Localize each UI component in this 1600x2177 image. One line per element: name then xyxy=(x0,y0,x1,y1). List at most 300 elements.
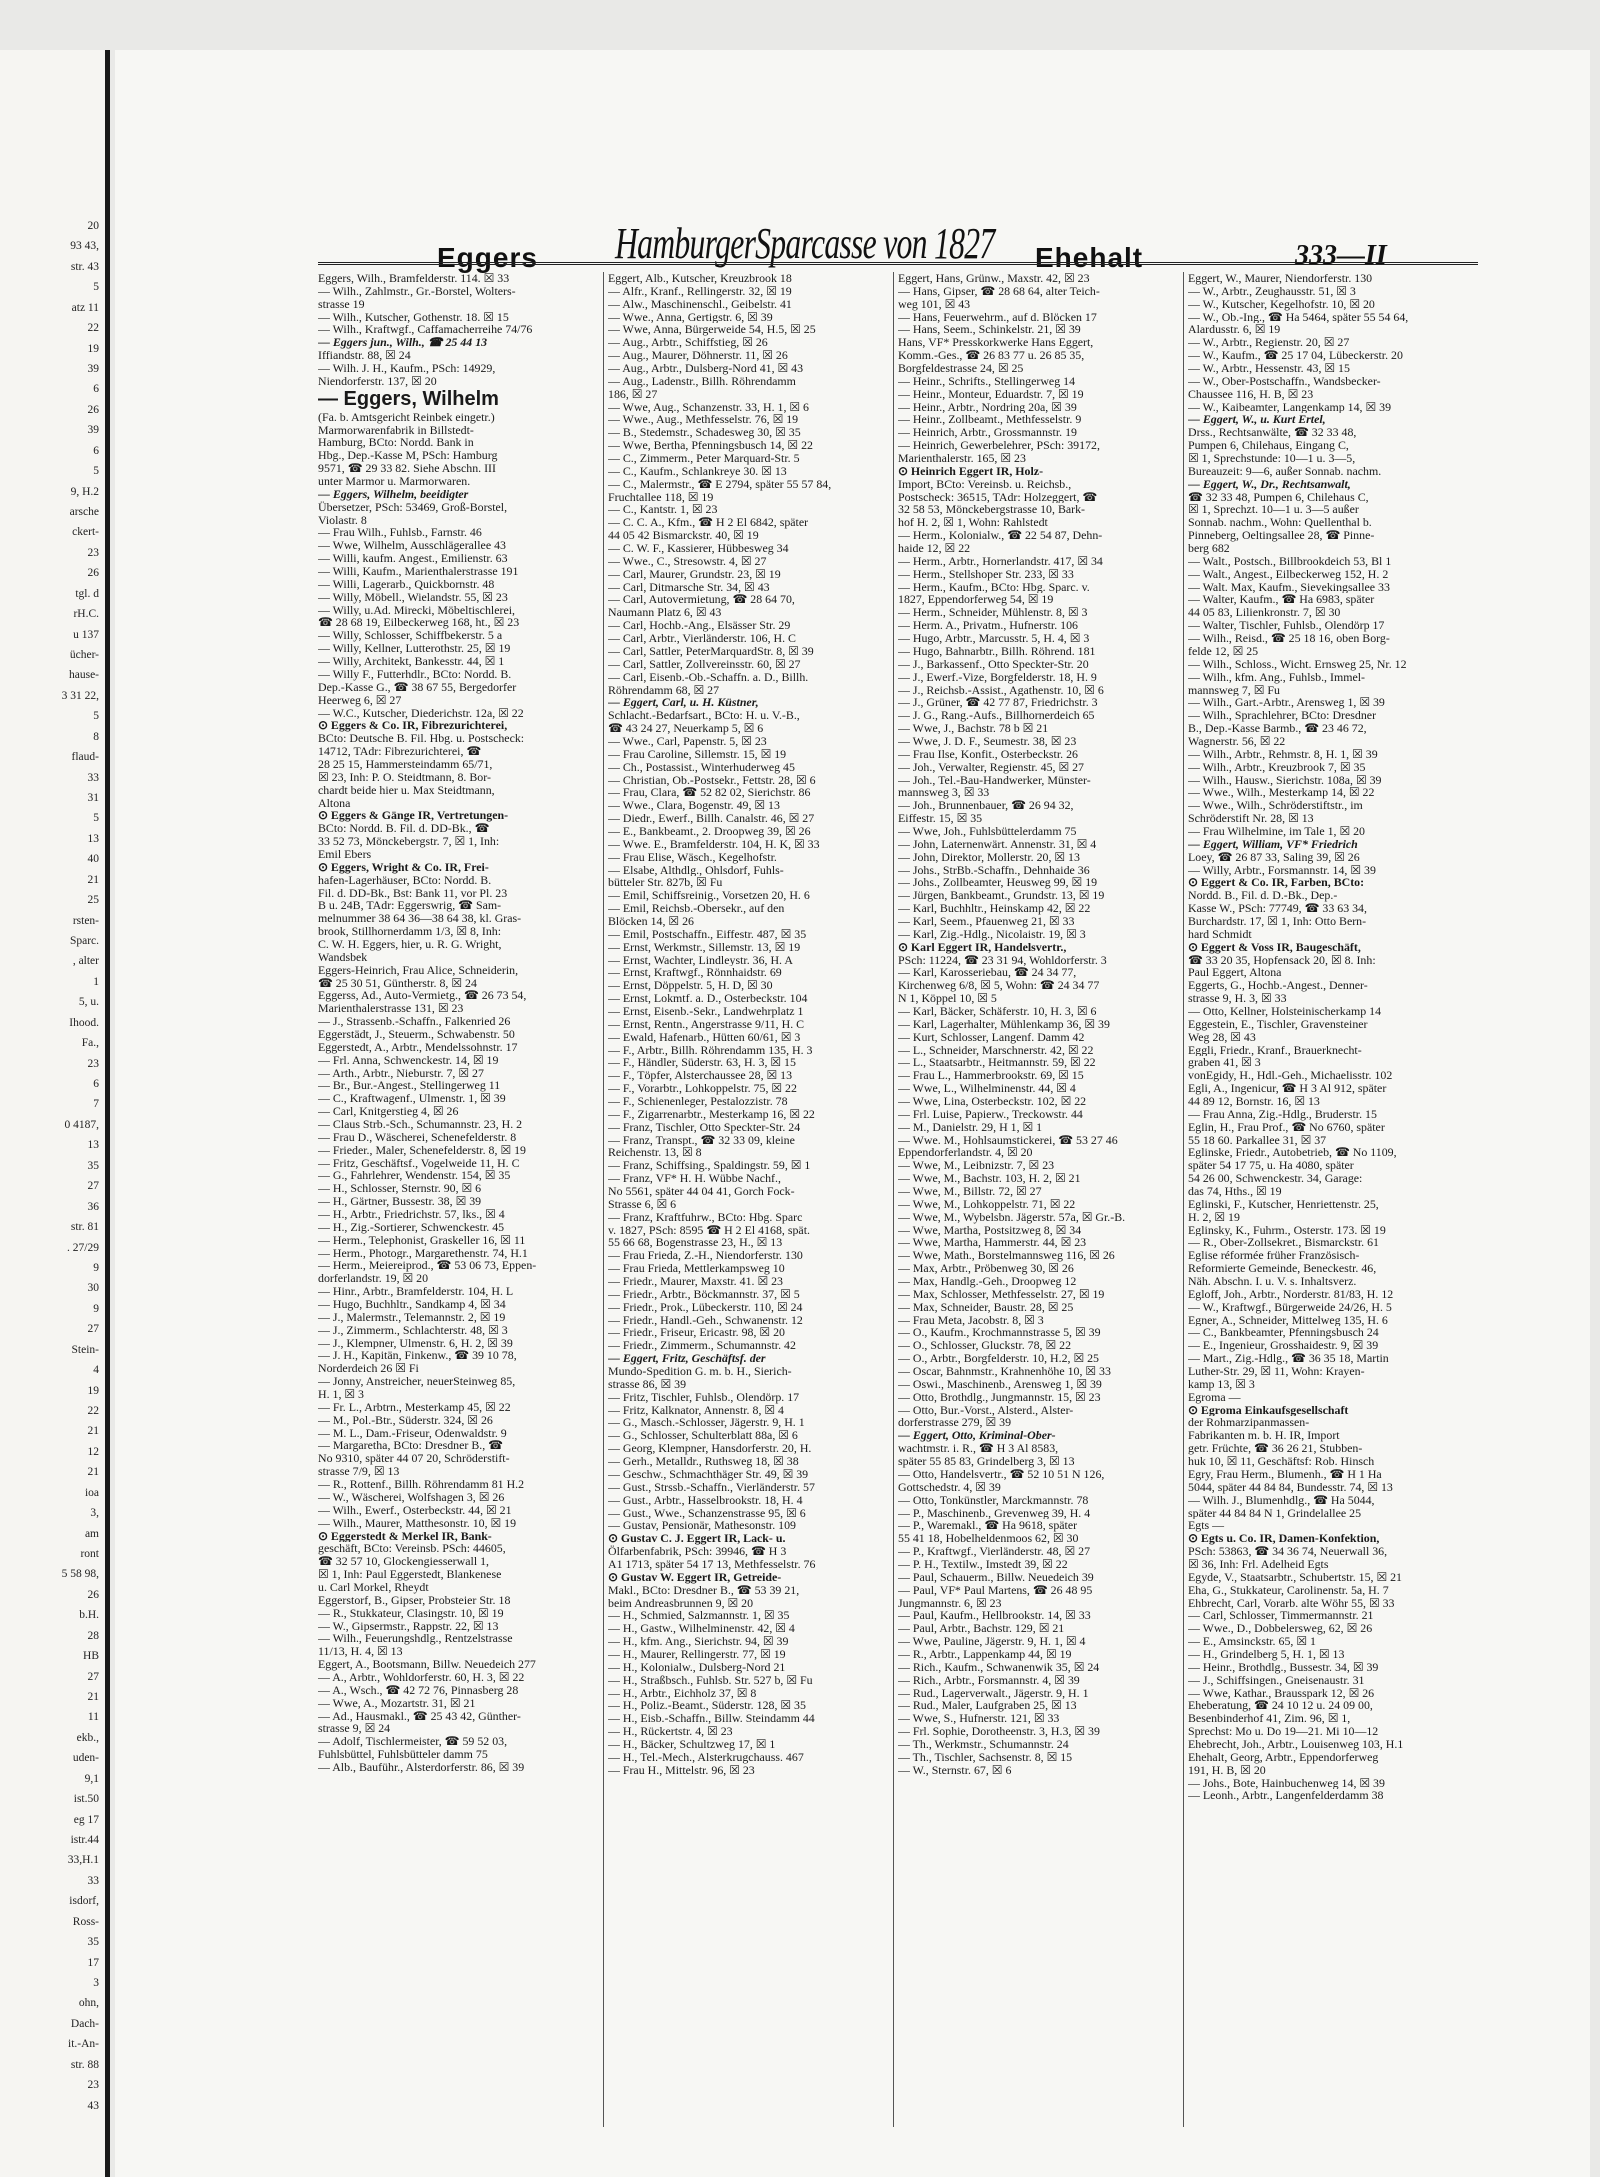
directory-entry: — Paul, Schauerm., Billw. Neuedeich 39 xyxy=(898,1570,1094,1584)
directory-entry: — Friedr., Maurer, Maxstr. 41. ☒ 23 xyxy=(608,1275,783,1288)
directory-entry: — Wilh., Arbtr., Kreuzbrook 7, ☒ 35 xyxy=(1188,760,1366,774)
directory-entry: Dep.-Kasse G., ☎ 38 67 55, Bergedorfer xyxy=(318,680,517,694)
directory-entry: Eggers-Heinrich, Frau Alice, Schneiderin, xyxy=(318,963,519,977)
directory-entry: — Wwe, J., Bachstr. 78 b ☒ 21 xyxy=(898,722,1049,735)
directory-entry: Reichenstr. 13, ☒ 8 xyxy=(608,1146,702,1160)
directory-entry: — Wwe, Math., Borstelmannsweg 116, ☒ 26 xyxy=(898,1249,1115,1263)
directory-entry: Blöcken 14, ☒ 26 xyxy=(608,914,694,928)
directory-entry: — Gust., Strssb.-Schaffn., Vierländerstr. 57 xyxy=(608,1480,815,1494)
directory-entry: — H., Gastw., Wilhelminenstr. 42, ☒ 4 xyxy=(608,1622,795,1636)
adjacent-page-fragment: 23 xyxy=(87,546,99,559)
directory-entry: — Wwe., Wilh., Mesterkamp 14, ☒ 22 xyxy=(1188,786,1375,800)
directory-entry: — Wilh., Arbtr., Rehmstr. 8, H. 1, ☒ 39 xyxy=(1188,747,1378,761)
adjacent-page-fragment: 19 xyxy=(87,1384,99,1397)
directory-entry: — Max, Handlg.-Geh., Droopweg 12 xyxy=(898,1275,1077,1288)
directory-entry: — Wwe, Wilhelm, Ausschlägerallee 43 xyxy=(318,539,506,553)
directory-entry: — Paul, Kaufm., Hellbrookstr. 14, ☒ 33 xyxy=(898,1609,1091,1623)
adjacent-page-fragment: 40 xyxy=(87,853,99,866)
directory-entry: — Wwe, M., Billstr. 72, ☒ 27 xyxy=(898,1185,1042,1198)
directory-entry: später 55 85 83, Grindelberg 3, ☒ 13 xyxy=(898,1455,1075,1468)
directory-entry: — W., Kutscher, Kegelhofstr. 10, ☒ 20 xyxy=(1188,297,1375,311)
directory-entry: — Ad., Hausmakl., ☎ 25 43 42, Günther- xyxy=(318,1709,521,1723)
directory-entry: Eggerts, G., Hochb.-Angest., Denner- xyxy=(1188,979,1368,993)
directory-entry: ⊙ Eggers, Wright & Co. IR, Frei- xyxy=(318,860,489,874)
headword-right: Ehehalt xyxy=(1035,242,1144,273)
directory-entry: — H., Schmied, Salzmannstr. 1, ☒ 35 xyxy=(608,1609,790,1623)
headword-left: Eggers xyxy=(437,242,538,273)
directory-entry: Wagnerstr. 56, ☒ 22 xyxy=(1188,734,1286,748)
directory-entry: — Eggers jun., Wilh., ☎ 25 44 13 xyxy=(318,336,488,350)
directory-entry: — Willi, kaufm. Angest., Emilienstr. 63 xyxy=(318,552,508,566)
directory-entry: — J., Schiffsingen., Gneisenaustr. 31 xyxy=(1188,1673,1365,1687)
adjacent-page-fragment: Sparc. xyxy=(69,935,99,948)
directory-entry: Näh. Abschn. I. u. V. s. Inhaltsverz. xyxy=(1188,1275,1357,1288)
directory-entry: Eggert, W., Maurer, Niendorferstr. 130 xyxy=(1188,272,1373,285)
directory-entry: — Eggert, Fritz, Geschäftsf. der xyxy=(608,1352,766,1366)
directory-entry: Heerweg 6, ☒ 27 xyxy=(318,693,402,707)
directory-entry: — Wwe, Joh., Fuhlsbüttelerdamm 75 xyxy=(898,824,1077,838)
adjacent-page-fragment: 31 xyxy=(87,792,99,805)
directory-entry: Iffiandstr. 88, ☒ 24 xyxy=(318,349,411,363)
directory-entry: — M., Pol.-Btr., Süderstr. 324, ☒ 26 xyxy=(318,1413,493,1427)
directory-entry: — Walt. Max, Kaufm., Sievekingsallee 33 xyxy=(1188,580,1390,594)
directory-entry: graben 41, ☒ 3 xyxy=(1188,1056,1261,1070)
adjacent-page-fragment: 39 xyxy=(87,363,99,375)
directory-entry: H. 2, ☒ 19 xyxy=(1188,1210,1240,1224)
adjacent-page-fragment: rH.C. xyxy=(73,608,99,621)
directory-entry: — Friedr., Prok., Lübeckerstr. 110, ☒ 24 xyxy=(608,1300,803,1314)
directory-entry: — H., kfm. Ang., Sierichstr. 94, ☒ 39 xyxy=(608,1635,789,1648)
directory-entry: 5044, später 44 84 84, Bundesstr. 74, ☒ 13 xyxy=(1188,1480,1393,1494)
directory-entry: — Willy, Schlosser, Schiffbekerstr. 5 a xyxy=(318,629,503,643)
directory-entry: — Herm., Arbtr., Hornerlandstr. 417, ☒ 34 xyxy=(898,554,1103,568)
directory-entry: chardt beide hier u. Max Steidtmann, xyxy=(318,783,495,797)
directory-entry: — Th., Tischler, Sachsenstr. 8, ☒ 15 xyxy=(898,1750,1073,1764)
directory-entry: — John, Laternenwärt. Annenstr. 31, ☒ 4 xyxy=(898,837,1097,851)
directory-entry: — Wilh., Kraftwgf., Caffamacherreihe 74/76 xyxy=(318,323,533,337)
directory-entry: — W., Sternstr. 67, ☒ 6 xyxy=(898,1763,1012,1777)
adjacent-page-fragment: 25 xyxy=(87,894,99,907)
directory-entry: Strasse 6, ☒ 6 xyxy=(608,1197,677,1211)
adjacent-page-fragment: ioa xyxy=(84,1486,99,1499)
adjacent-page-fragment: 30 xyxy=(87,1282,99,1295)
directory-entry: B u. 24B, TAdr: Eggerswrig, ☎ Sam- xyxy=(318,899,502,913)
directory-entry: Egyde, V., Staatsarbtr., Schubertstr. 15, ☒ 21 xyxy=(1188,1570,1402,1584)
directory-entry: 54 26 00, Schwenckestr. 34, Garage: xyxy=(1188,1172,1363,1186)
directory-entry: — Adolf, Tischlermeister, ☎ 59 52 03, xyxy=(318,1735,508,1749)
directory-entry: hafen-Lagerhäuser, BCto: Nordd. B. xyxy=(318,873,492,887)
directory-entry: — B., Stedemstr., Schadesweg 30, ☒ 35 xyxy=(608,426,801,440)
directory-entry: brook, Stillhornerdamm 1/3, ☒ 8, Inh: xyxy=(318,925,502,938)
directory-entry: — Frl. Sophie, Dorotheenstr. 3, H.3, ☒ 39 xyxy=(898,1725,1100,1738)
directory-entry: — Friedr., Arbtr., Böckmannstr. 37, ☒ 5 xyxy=(608,1287,800,1301)
adjacent-page-fragment: 26 xyxy=(87,1588,99,1601)
directory-entry: Röhrendamm 68, ☒ 27 xyxy=(608,683,720,697)
directory-entry: — Max, Schlosser, Methfesselstr. 27, ☒ 19 xyxy=(898,1287,1105,1301)
directory-entry: — Wilh., Hausw., Sierichstr. 108a, ☒ 39 xyxy=(1188,773,1382,787)
adjacent-page-fragment: 21 xyxy=(87,1425,99,1438)
adjacent-page-fragment: 22 xyxy=(87,1404,99,1417)
directory-entry: — Joh., Tel.-Bau-Handwerker, Münster- xyxy=(898,773,1091,787)
directory-entry: Emil Ebers xyxy=(318,847,372,861)
directory-entry: Eglin, H., Frau Prof., ☎ No 6760, später xyxy=(1188,1120,1385,1134)
directory-entry: — Wwe., Anna, Gertigstr. 6, ☒ 39 xyxy=(608,310,773,324)
directory-entry: Schlacht.-Bedarfsart., BCto: H. u. V.-B., xyxy=(608,709,800,723)
directory-entry: — Ernst, Werkmstr., Sillemstr. 13, ☒ 19 xyxy=(608,940,801,954)
adjacent-page-fragment: Fa., xyxy=(81,1037,99,1050)
directory-entry: Schröderstift Nr. 28, ☒ 13 xyxy=(1188,812,1314,825)
column-divider xyxy=(893,272,894,2127)
directory-entry: ☎ 43 24 27, Neuerkamp 5, ☒ 6 xyxy=(608,722,764,735)
directory-entry: Eheberatung, ☎ 24 10 12 u. 24 09 00, xyxy=(1188,1699,1373,1713)
directory-page xyxy=(115,50,1590,2177)
directory-entry: — Johs., StrBb.-Schaffn., Dehnhaide 36 xyxy=(898,863,1090,877)
adjacent-page-fragment: am xyxy=(84,1527,99,1540)
adjacent-page-fragment: 19 xyxy=(87,342,99,355)
directory-entry: — O., Schlosser, Gluckstr. 78, ☒ 22 xyxy=(898,1339,1072,1353)
directory-entry: strasse 9, H. 3, ☒ 33 xyxy=(1188,992,1287,1005)
directory-entry: — Heinr., Arbtr., Nordring 20a, ☒ 39 xyxy=(898,400,1077,414)
directory-entry: — J., Barkassenf., Otto Speckter-Str. 20 xyxy=(898,657,1089,671)
directory-entry: Kirchenweg 6/8, ☒ 5, Wohn: ☎ 24 34 77 xyxy=(898,979,1100,993)
directory-entry: — Wwe, M., Bachstr. 103, H. 2, ☒ 21 xyxy=(898,1172,1081,1186)
adjacent-page-fragment: 5 xyxy=(93,710,99,723)
directory-entry: Reformierte Gemeinde, Beneckestr. 46, xyxy=(1188,1262,1377,1276)
directory-entry: — Frau Wilhelmine, im Tale 1, ☒ 20 xyxy=(1188,824,1366,838)
adjacent-page-fragment: 8 xyxy=(93,730,99,743)
directory-entry: — Ch., Postassist., Winterhuderweg 45 xyxy=(608,760,795,774)
directory-entry: — Eggert, Otto, Kriminal-Ober- xyxy=(898,1429,1056,1443)
directory-entry: 44 05 42 Bismarckstr. 40, ☒ 19 xyxy=(608,529,759,543)
adjacent-page-fragment: ücher- xyxy=(69,649,99,662)
adjacent-page-fragment: 7 xyxy=(93,1098,99,1111)
directory-entry: — Wwe, Martha, Postsitzweg 8, ☒ 34 xyxy=(898,1223,1082,1237)
adjacent-page-fragment: istr.44 xyxy=(70,1833,99,1846)
adjacent-page-fragment: hause- xyxy=(68,669,99,682)
adjacent-page-fragment: 4 xyxy=(93,1364,99,1377)
directory-entry: Weg 28, ☒ 43 xyxy=(1188,1030,1256,1044)
directory-entry: — Rud., Maler, Laufgraben 25, ☒ 13 xyxy=(898,1699,1077,1713)
directory-entry: — Carl, Sattler, Zollvereinsstr. 60, ☒ 27 xyxy=(608,657,801,671)
directory-entry: 9571, ☎ 29 33 82. Siehe Abschn. III xyxy=(318,462,496,476)
adjacent-page-fragment: flaud- xyxy=(71,751,99,764)
directory-entry: Gottschedstr. 4, ☒ 39 xyxy=(898,1480,1001,1494)
directory-entry: — Wwe, Pauline, Jägerstr. 9, H. 1, ☒ 4 xyxy=(898,1635,1086,1648)
directory-entry: später 54 17 75, u. Ha 4080, später xyxy=(1188,1159,1354,1173)
directory-entry: — Ernst, Wachter, Lindleystr. 36, H. A xyxy=(608,953,793,967)
directory-entry: — Frau Ilse, Konfit., Osterbeckstr. 26 xyxy=(898,747,1078,761)
directory-entry: — W., Kraftwgf., Bürgerweide 24/26, H. 5 xyxy=(1188,1300,1392,1314)
directory-entry: — Max, Arbtr., Pröbenweg 30, ☒ 26 xyxy=(898,1262,1074,1276)
directory-entry: — Carl, Maurer, Grundstr. 23, ☒ 19 xyxy=(608,567,781,581)
adjacent-page-fragment: str. 81 xyxy=(70,1221,99,1234)
directory-entry: — A., Wsch., ☎ 42 72 76, Pinnasberg 28 xyxy=(318,1683,519,1697)
directory-entry: — Karl, Buchhltr., Heinskamp 42, ☒ 22 xyxy=(898,902,1091,915)
directory-entry: (Fa. b. Amtsgericht Reinbek eingetr.) xyxy=(318,410,495,424)
directory-entry: — Carl, Schlosser, Timmermannstr. 21 xyxy=(1188,1609,1374,1623)
directory-entry: — Ewald, Hafenarb., Hütten 60/61, ☒ 3 xyxy=(608,1030,801,1044)
directory-entry: Egli, A., Ingenicur, ☎ H 3 Al 912, später xyxy=(1188,1082,1387,1095)
directory-entry: ⊙ Gustav C. J. Eggert IR, Lack- u. xyxy=(608,1532,786,1546)
directory-entry: — Wwe, M., Lohkoppelstr. 71, ☒ 22 xyxy=(898,1197,1076,1211)
directory-entry: mannsweg 3, ☒ 33 xyxy=(898,786,990,800)
directory-entry: — Carl, Hochb.-Ang., Elsässer Str. 29 xyxy=(608,619,791,633)
directory-entry: — Heinr., Zollbeamt., Methfesselstr. 9 xyxy=(898,413,1082,427)
directory-entry: — Wwe, Aug., Schanzenstr. 33, H. 1, ☒ 6 xyxy=(608,400,809,414)
adjacent-page-fragment: 13 xyxy=(87,832,99,845)
directory-entry: Bureauzeit: 9—6, außer Sonnab. nachm. xyxy=(1188,464,1382,478)
directory-entry: — Johs., Bote, Hainbuchenweg 14, ☒ 39 xyxy=(1188,1776,1385,1790)
directory-entry: — Ernst, Kraftwgf., Rönnhaidstr. 69 xyxy=(608,966,782,980)
adjacent-page-fragment: 39 xyxy=(87,424,99,437)
directory-entry: — F., Töpfer, Alsterchaussee 28, ☒ 13 xyxy=(608,1069,793,1083)
directory-entry: haide 12, ☒ 22 xyxy=(898,542,971,555)
directory-entry: — Fritz, Geschäftsf., Vogelweide 11, H. C xyxy=(318,1156,520,1170)
directory-entry: Altona xyxy=(318,796,351,810)
directory-entry: Ölfarbenfabrik, PSch: 39946, ☎ H 3 xyxy=(608,1545,787,1558)
adjacent-page-fragment: . 27/29 xyxy=(67,1241,99,1254)
directory-entry: Makl., BCto: Dresdner B., ☎ 53 39 21, xyxy=(608,1583,800,1597)
directory-entry: Übersetzer, PSch: 53469, Groß-Borstel, xyxy=(318,500,508,514)
directory-entry: Eggert, A., Bootsmann, Billw. Neuedeich 277 xyxy=(318,1658,536,1671)
directory-entry: — Frau Elise, Wäsch., Kegelhofstr. xyxy=(608,850,777,864)
directory-entry: — Willy, Möbell., Wielandstr. 55, ☒ 23 xyxy=(318,590,508,604)
directory-entry: — Herm. A., Privatm., Hufnerstr. 106 xyxy=(898,619,1078,633)
directory-entry: — Heinr., Monteur, Eduardstr. 7, ☒ 19 xyxy=(898,387,1084,401)
directory-entry: — Margaretha, BCto: Dresdner B., ☎ xyxy=(318,1439,503,1453)
directory-entry: — Fr. L., Arbtrn., Mesterkamp 45, ☒ 22 xyxy=(318,1400,511,1414)
directory-entry: Hans, VF* Presskorkwerke Hans Eggert, xyxy=(898,336,1094,350)
directory-entry: vonEgidy, H., Hdl.-Geh., Michaelisstr. 102 xyxy=(1188,1069,1393,1083)
directory-entry: wachtmstr. i. R., ☎ H 3 Al 8583, xyxy=(898,1442,1059,1456)
directory-entry: — Otto, Tonkünstler, Marckmannstr. 78 xyxy=(898,1493,1089,1507)
directory-entry: — E., Amsinckstr. 65, ☒ 1 xyxy=(1188,1635,1316,1648)
directory-entry: — W., Arbtr., Regienstr. 20, ☒ 27 xyxy=(1188,336,1350,350)
adjacent-page-fragment: Stein- xyxy=(71,1343,99,1356)
directory-entry: — Karl, Bäcker, Schäferstr. 10, H. 3, ☒ 6 xyxy=(898,1004,1097,1018)
directory-entry: — Willy, Architekt, Bankesstr. 44, ☒ 1 xyxy=(318,655,505,668)
directory-entry: 55 66 68, Bogenstrasse 23, H., ☒ 13 xyxy=(608,1236,783,1250)
directory-entry: — Hans, Seem., Schinkelstr. 21, ☒ 39 xyxy=(898,323,1081,337)
directory-entry: — Alb., Bauführ., Alsterdorferstr. 86, ☒ 39 xyxy=(318,1760,525,1774)
directory-entry: — H., Straßbsch., Fuhlsb. Str. 527 b, ☒ Fu xyxy=(608,1673,813,1687)
directory-entry: — Frau Frieda, Z.-H., Niendorferstr. 130 xyxy=(608,1249,803,1263)
directory-entry: — Franz, Tischler, Otto Speckter-Str. 24 xyxy=(608,1120,801,1134)
directory-entry: — W., Arbtr., Zeughausstr. 51, ☒ 3 xyxy=(1188,284,1356,298)
adjacent-page-fragment: 5 xyxy=(93,812,99,825)
adjacent-page-fragment: 23 xyxy=(87,1057,99,1070)
directory-entry: Norderdeich 26 ☒ Fi xyxy=(318,1362,419,1376)
directory-entry: — Aug., Maurer, Döhnerstr. 11, ☒ 26 xyxy=(608,349,788,363)
directory-entry: — Herm., Kaufm., BCto: Hbg. Sparc. v. xyxy=(898,580,1090,594)
directory-entry: — Herm., Stellshoper Str. 233, ☒ 33 xyxy=(898,567,1074,581)
adjacent-page-fragment: 12 xyxy=(87,1445,99,1458)
directory-entry: — Fritz, Kalknator, Annenstr. 8, ☒ 4 xyxy=(608,1403,784,1417)
directory-entry: — Rich., Arbtr., Forsmannstr. 4, ☒ 39 xyxy=(898,1673,1080,1687)
adjacent-page-fragment: HB xyxy=(83,1650,99,1663)
directory-entry: — Wilh., Sprachlehrer, BCto: Dresdner xyxy=(1188,709,1377,723)
directory-entry: Marienthalerstrasse 131, ☒ 23 xyxy=(318,1002,464,1016)
directory-entry: — H., Maurer, Rellingerstr. 77, ☒ 19 xyxy=(608,1647,786,1661)
directory-entry: Komm.-Ges., ☎ 26 83 77 u. 26 85 35, xyxy=(898,349,1085,363)
directory-entry: strasse 19 xyxy=(318,297,365,311)
directory-entry: — G., Fahrlehrer, Wendenstr. 154, ☒ 35 xyxy=(318,1169,511,1183)
directory-entry: ☎ 32 33 48, Pumpen 6, Chilehaus C, xyxy=(1188,490,1369,504)
directory-entry: dorferlandstr. 19, ☒ 20 xyxy=(318,1272,429,1286)
directory-entry: — Wwe., C., Stresowstr. 4, ☒ 27 xyxy=(608,554,767,568)
directory-entry: — Wilh. J. H., Kaufm., PSch: 14929, xyxy=(318,362,496,375)
adjacent-page-fragment: 9,1 xyxy=(84,1772,99,1785)
directory-entry: — Karl, Karosseriebau, ☎ 24 34 77, xyxy=(898,966,1077,980)
adjacent-page-fragment: ckert- xyxy=(72,526,99,539)
directory-entry: 44 89 12, Bornstr. 16, ☒ 13 xyxy=(1188,1095,1320,1108)
directory-entry: — Franz, Transpt., ☎ 32 33 09, kleine xyxy=(608,1133,795,1147)
directory-entry: — H., Bäcker, Schultzweg 17, ☒ 1 xyxy=(608,1737,776,1751)
directory-entry: ⊙ Eggert & Co. IR, Farben, BCto: xyxy=(1188,876,1365,890)
directory-entry: — E., Ingenieur, Grosshaidestr. 9, ☒ 39 xyxy=(1188,1339,1379,1353)
directory-entry: — J., Klempner, Ulmenstr. 6, H. 2, ☒ 39 xyxy=(318,1336,513,1350)
adjacent-page-fragment: 35 xyxy=(87,1936,99,1949)
directory-entry: — Wilh., Reisd., ☎ 25 18 16, oben Borg- xyxy=(1188,632,1390,645)
directory-entry: — Eggers, Wilhelm xyxy=(318,387,499,410)
directory-entry: — Hinr., Arbtr., Bramfelderstr. 104, H. L xyxy=(318,1285,514,1299)
directory-entry: Eggerstädt, J., Steuerm., Schwabenstr. 50 xyxy=(318,1027,515,1041)
directory-entry: mannsweg 7, ☒ Fu xyxy=(1188,683,1280,697)
directory-entry: ⊙ Eggerstedt & Merkel IR, Bank- xyxy=(318,1529,492,1543)
adjacent-page-fragment: 9, H.2 xyxy=(70,485,99,498)
directory-entry: — P., Kraftwgf., Vierländerstr. 48, ☒ 27 xyxy=(898,1545,1091,1558)
adjacent-page-fragment: ohn, xyxy=(78,1997,99,2010)
directory-entry: — Wwe, M., Leibnizstr. 7, ☒ 23 xyxy=(898,1159,1055,1173)
adjacent-page-fragment: b.H. xyxy=(79,1609,99,1622)
adjacent-page-fragment: 3, xyxy=(90,1507,99,1520)
directory-entry: Fuhlsbüttel, Fuhlsbütteler damm 75 xyxy=(318,1748,488,1761)
directory-entry: — H., Arbtr., Eichholz 37, ☒ 8 xyxy=(608,1686,757,1700)
directory-entry: — Karl, Lagerhalter, Mühlenkamp 36, ☒ 39 xyxy=(898,1017,1110,1031)
directory-entry: Eglinski, F., Kutscher, Henriettenstr. 25, xyxy=(1188,1197,1379,1211)
directory-entry: — Otto, Kellner, Holsteinischerkamp 14 xyxy=(1188,1004,1382,1018)
directory-entry: — Wwe, L., Wilhelminenstr. 44, ☒ 4 xyxy=(898,1082,1076,1095)
adjacent-page-fragment: 5, u. xyxy=(78,996,99,1009)
adjacent-page-fragment: uden- xyxy=(72,1752,99,1765)
directory-entry: strasse 9, ☒ 24 xyxy=(318,1722,391,1736)
directory-entry: — Frau L., Hammerbrookstr. 69, ☒ 15 xyxy=(898,1069,1084,1083)
directory-entry: — Ernst, Döppelstr. 5, H. D, ☒ 30 xyxy=(608,979,773,993)
directory-entry: — Wwe, Kathar., Brausspark 12, ☒ 26 xyxy=(1188,1686,1375,1700)
directory-entry: — C. W. F., Kassierer, Hübbesweg 34 xyxy=(608,542,789,555)
running-head xyxy=(115,178,1590,273)
directory-entry: — Wwe. M., Hohlsaumstickerei, ☎ 53 27 46 xyxy=(898,1133,1118,1147)
adjacent-page-fragment: 93 43, xyxy=(70,240,99,253)
directory-entry: — Karl, Seem., Pfauenweg 21, ☒ 33 xyxy=(898,914,1075,928)
directory-entry: — Emil, Reichsb.-Obersekr., auf den xyxy=(608,902,785,915)
directory-entry: — Th., Werkmstr., Schumannstr. 24 xyxy=(898,1737,1069,1751)
directory-entry: ⊙ Karl Eggert IR, Handelsvertr., xyxy=(898,940,1067,954)
directory-entry: — O., Arbtr., Borgfelderstr. 10, H.2, ☒ 25 xyxy=(898,1352,1100,1366)
directory-entry: Kasse W., PSch: 77749, ☎ 33 63 34, xyxy=(1188,902,1367,915)
directory-entry: — Herm., Telephonist, Graskeller 16, ☒ 11 xyxy=(318,1233,526,1247)
directory-entry: getr. Früchte, ☎ 36 26 21, Stubben- xyxy=(1188,1442,1363,1456)
directory-entry: No 5561, später 44 04 41, Gorch Fock- xyxy=(608,1185,795,1198)
directory-entry: Eglinsky, K., Fuhrm., Osterstr. 173. ☒ 19 xyxy=(1188,1223,1386,1237)
directory-entry: — Carl, Sattler, PeterMarquardStr. 8, ☒ 39 xyxy=(608,644,814,658)
adjacent-page-fragment: 35 xyxy=(87,1159,99,1172)
directory-entry: Eiffestr. 15, ☒ 35 xyxy=(898,812,983,825)
directory-entry: Niendorferstr. 137, ☒ 20 xyxy=(318,374,437,388)
adjacent-page-fragment: 28 xyxy=(87,1629,99,1642)
directory-entry: — Emil, Postschaffn., Eiffestr. 487, ☒ 35 xyxy=(608,927,807,941)
directory-entry: ☒ 1, Inh: Paul Eggerstedt, Blankenese xyxy=(318,1568,502,1581)
directory-entry: — Wilh., Ewerf., Osterbeckstr. 44, ☒ 21 xyxy=(318,1503,512,1517)
adjacent-page-fragment: Dach- xyxy=(70,2017,99,2030)
directory-entry: ☒ 23, Inh: P. O. Steidtmann, 8. Bor- xyxy=(318,770,491,784)
directory-entry: ⊙ Eggert & Voss IR, Baugeschäft, xyxy=(1188,940,1361,954)
directory-entry: — Br., Bur.-Angest., Stellingerweg 11 xyxy=(318,1079,501,1093)
adjacent-page-fragment: 27 xyxy=(87,1323,99,1336)
directory-entry: — Eggert, William, VF* Friedrich xyxy=(1188,837,1358,851)
adjacent-page-fragment: it.-An- xyxy=(68,2038,99,2051)
directory-entry: — Herm., Kolonialw., ☎ 22 54 87, Dehn- xyxy=(898,529,1103,543)
directory-entry: — Willy, Arbtr., Forsmannstr. 14, ☒ 39 xyxy=(1188,863,1376,877)
directory-entry: 55 18 60. Parkallee 31, ☒ 37 xyxy=(1188,1133,1327,1147)
directory-entry: — Franz, Kraftfuhrw., BCto: Hbg. Sparc xyxy=(608,1210,803,1224)
adjacent-page-fragment: 21 xyxy=(87,873,99,886)
directory-entry: — Heinrich, Arbtr., Grossmannstr. 19 xyxy=(898,426,1078,440)
directory-entry: — M., Danielstr. 29, H 1, ☒ 1 xyxy=(898,1120,1043,1134)
directory-entry: — Frl. Anna, Schwenckestr. 14, ☒ 19 xyxy=(318,1053,499,1067)
directory-entry: — Hans, Gipser, ☎ 28 68 64, alter Teich- xyxy=(898,284,1100,298)
column-1 xyxy=(318,272,598,2127)
directory-entry: Borgfeldestrasse 24, ☒ 25 xyxy=(898,362,1024,375)
adjacent-page-fragment: 26 xyxy=(87,567,99,580)
directory-entry: — Franz, Schiffsing., Spaldingstr. 59, ☒ 1 xyxy=(608,1159,811,1173)
directory-entry: — Walter, Kaufm., ☎ Ha 6983, später xyxy=(1188,593,1375,607)
adjacent-page-fragment: str. 43 xyxy=(70,260,99,273)
directory-entry: Ehebrecht, Joh., Arbtr., Louisenweg 103, H.1 xyxy=(1188,1737,1404,1751)
directory-entry: — Wwe, M., Wybelsbn. Jägerstr. 57a, ☒ Gr.-B. xyxy=(898,1210,1126,1224)
directory-entry: — Carl, Knitgerstieg 4, ☒ 26 xyxy=(318,1105,459,1118)
directory-entry: Eggers, Wilh., Bramfelderstr. 114. ☒ 33 xyxy=(318,272,510,285)
directory-entry: — Joh., Brunnenbauer, ☎ 26 94 32, xyxy=(898,799,1074,813)
directory-entry: — Aug., Ladenstr., Billh. Röhrendamm xyxy=(608,374,796,388)
directory-entry: Nordd. B., Fil. d. D.-Bk., Dep.- xyxy=(1188,889,1338,903)
directory-entry: — Willy, Kellner, Lutterothstr. 25, ☒ 19 xyxy=(318,642,511,656)
directory-entry: Besenbinderhof 41, Zim. 96, ☒ 1, xyxy=(1188,1712,1351,1726)
directory-entry: — Wwe, A., Mozartstr. 31, ☒ 21 xyxy=(318,1696,476,1710)
adjacent-page-fragment: rsten- xyxy=(72,914,99,927)
directory-entry: — Kurt, Schlosser, Langenf. Damm 42 xyxy=(898,1030,1085,1044)
directory-entry: das 74, Hths., ☒ 19 xyxy=(1188,1185,1282,1198)
directory-entry: N 1, Köppel 10, ☒ 5 xyxy=(898,992,997,1005)
directory-entry: 32 58 53, Mönckebergstrasse 10, Bark- xyxy=(898,503,1086,517)
directory-entry: — Willy, u.Ad. Mirecki, Möbeltischlerei, xyxy=(318,603,516,617)
directory-entry: — Karl, Zig.-Hdlg., Nicolaistr. 19, ☒ 3 xyxy=(898,927,1086,941)
directory-entry: — J. H., Kapitän, Finkenw., ☎ 39 10 78, xyxy=(318,1349,517,1363)
directory-entry: — H., Arbtr., Friedrichstr. 57, lks., ☒ 4 xyxy=(318,1208,505,1221)
adjacent-page-fragment: Ross- xyxy=(72,1915,99,1928)
directory-entry: — Wwe. E., Bramfelderstr. 104, H. K, ☒ 33 xyxy=(608,837,820,851)
directory-entry: — Franz, VF* H. H. Wübbe Nachf., xyxy=(608,1172,781,1186)
directory-entry: — Frau Meta, Jacobstr. 8, ☒ 3 xyxy=(898,1313,1044,1327)
directory-entry: — Rich., Kaufm., Schwanenwik 35, ☒ 24 xyxy=(898,1660,1100,1674)
directory-entry: — Wwe., D., Dobbelersweg, 62, ☒ 26 xyxy=(1188,1622,1373,1636)
directory-entry: unter Marmor u. Marmorwaren. xyxy=(318,475,471,488)
directory-entry: Pinneberg, Oeltingsallee 28, ☎ Pinne- xyxy=(1188,529,1375,543)
directory-entry: felde 12, ☒ 25 xyxy=(1188,644,1259,658)
adjacent-page-fragment: ekb., xyxy=(76,1731,99,1744)
directory-entry: A1 1713, später 54 17 13, Methfesselstr. 76 xyxy=(608,1557,816,1571)
directory-entry: — Ernst, Lokmtf. a. D., Osterbeckstr. 104 xyxy=(608,992,808,1005)
